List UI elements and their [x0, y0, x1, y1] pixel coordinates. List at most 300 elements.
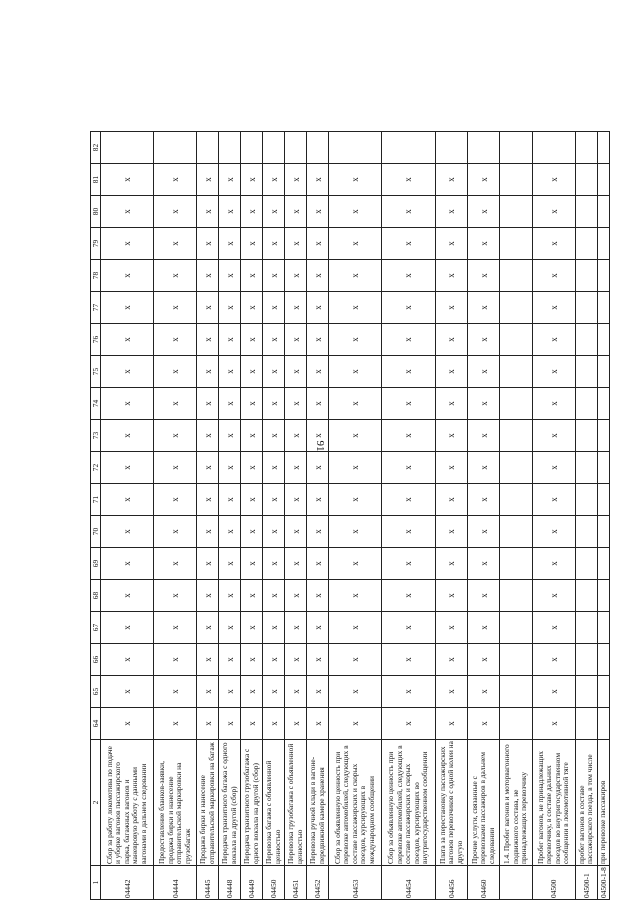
- row-name: Перевозка ручной клади в вагоне-передвижной камере хранения: [307, 740, 329, 866]
- mark-cell: x: [435, 516, 467, 548]
- mark-cell: x: [467, 580, 499, 612]
- mark-cell: x: [382, 516, 435, 548]
- mark-cell: x: [263, 548, 285, 580]
- mark-cell: x: [154, 292, 197, 324]
- mark-cell: x: [307, 548, 329, 580]
- mark-cell: x: [154, 196, 197, 228]
- mark-cell: [575, 228, 597, 260]
- mark-cell: x: [532, 676, 575, 708]
- mark-cell: x: [435, 676, 467, 708]
- mark-cell: x: [241, 644, 263, 676]
- mark-cell: x: [285, 260, 307, 292]
- mark-cell: x: [532, 260, 575, 292]
- mark-cell: [307, 132, 329, 164]
- mark-cell: x: [263, 580, 285, 612]
- mark-cell: [500, 452, 532, 484]
- mark-cell: x: [101, 164, 154, 196]
- mark-cell: x: [435, 580, 467, 612]
- header-cell: 81: [91, 164, 101, 196]
- mark-cell: x: [532, 324, 575, 356]
- mark-cell: x: [329, 260, 382, 292]
- mark-cell: x: [532, 356, 575, 388]
- mark-cell: x: [197, 484, 219, 516]
- mark-cell: x: [285, 644, 307, 676]
- mark-cell: x: [329, 420, 382, 452]
- mark-cell: x: [241, 164, 263, 196]
- mark-cell: x: [467, 484, 499, 516]
- mark-cell: [500, 484, 532, 516]
- mark-cell: x: [382, 228, 435, 260]
- mark-cell: x: [435, 356, 467, 388]
- mark-cell: x: [101, 484, 154, 516]
- mark-cell: x: [307, 612, 329, 644]
- mark-cell: x: [382, 324, 435, 356]
- mark-cell: x: [532, 612, 575, 644]
- mark-cell: x: [307, 196, 329, 228]
- mark-cell: x: [285, 676, 307, 708]
- row-code: 04460: [467, 866, 499, 900]
- table-row: [329, 132, 382, 900]
- mark-cell: [154, 132, 197, 164]
- mark-cell: x: [285, 324, 307, 356]
- header-row: [91, 132, 101, 900]
- mark-cell: x: [467, 644, 499, 676]
- mark-cell: x: [263, 356, 285, 388]
- mark-cell: x: [101, 644, 154, 676]
- mark-cell: x: [382, 548, 435, 580]
- mark-cell: x: [219, 676, 241, 708]
- mark-cell: x: [197, 388, 219, 420]
- mark-cell: x: [219, 196, 241, 228]
- mark-cell: x: [241, 196, 263, 228]
- mark-cell: x: [435, 292, 467, 324]
- mark-cell: x: [435, 324, 467, 356]
- mark-cell: [575, 644, 597, 676]
- mark-cell: [597, 420, 609, 452]
- mark-cell: [467, 132, 499, 164]
- mark-cell: x: [307, 324, 329, 356]
- row-name: Перевозка грузобагажа с объявленной ценностью: [285, 740, 307, 866]
- table-row: [101, 132, 154, 900]
- mark-cell: x: [532, 580, 575, 612]
- mark-cell: x: [532, 644, 575, 676]
- row-name: Передача транзитного багажа с одного вокзала на другой (сбор): [219, 740, 241, 866]
- mark-cell: [597, 164, 609, 196]
- row-name: Сбор за объявленную ценность при перевозке автомобилей, следующих в составе пассажирских и скорых поездов, курсирующих в международном сообщении: [329, 740, 382, 866]
- mark-cell: x: [307, 260, 329, 292]
- mark-cell: x: [435, 420, 467, 452]
- header-cell: 76: [91, 324, 101, 356]
- mark-cell: x: [263, 388, 285, 420]
- mark-cell: [597, 676, 609, 708]
- mark-cell: x: [263, 612, 285, 644]
- mark-cell: x: [435, 484, 467, 516]
- table-row: [241, 132, 263, 900]
- mark-cell: x: [154, 356, 197, 388]
- table-row: [307, 132, 329, 900]
- mark-cell: x: [285, 164, 307, 196]
- mark-cell: x: [197, 292, 219, 324]
- mark-cell: x: [154, 164, 197, 196]
- table-row: [154, 132, 197, 900]
- mark-cell: x: [219, 420, 241, 452]
- mark-cell: x: [263, 228, 285, 260]
- mark-cell: x: [241, 516, 263, 548]
- mark-cell: x: [435, 260, 467, 292]
- row-code: 04444: [154, 866, 197, 900]
- mark-cell: x: [219, 580, 241, 612]
- row-name: Пробег вагонов, не принадлежащих перевозчику, в составе дальних поездов во внутригосударственном сообщении в локомотивной тяге: [532, 740, 575, 866]
- mark-cell: [597, 580, 609, 612]
- header-cell: 65: [91, 676, 101, 708]
- mark-cell: [575, 676, 597, 708]
- mark-cell: x: [154, 548, 197, 580]
- row-name: Плата за перестановку пассажирских вагонов перевозчиков с одной колеи на другую: [435, 740, 467, 866]
- mark-cell: x: [329, 484, 382, 516]
- mark-cell: x: [285, 580, 307, 612]
- mark-cell: x: [197, 228, 219, 260]
- mark-cell: x: [219, 516, 241, 548]
- mark-cell: x: [219, 644, 241, 676]
- mark-cell: x: [307, 580, 329, 612]
- mark-cell: [597, 516, 609, 548]
- mark-cell: [500, 132, 532, 164]
- mark-cell: x: [532, 292, 575, 324]
- mark-cell: x: [467, 196, 499, 228]
- mark-cell: x: [467, 708, 499, 740]
- mark-cell: x: [101, 196, 154, 228]
- mark-cell: x: [197, 420, 219, 452]
- mark-cell: [597, 612, 609, 644]
- mark-cell: x: [219, 228, 241, 260]
- mark-cell: [500, 644, 532, 676]
- mark-cell: x: [154, 452, 197, 484]
- page-number: 91: [314, 440, 326, 452]
- table-row: [285, 132, 307, 900]
- mark-cell: x: [532, 388, 575, 420]
- mark-cell: x: [197, 708, 219, 740]
- mark-cell: x: [285, 484, 307, 516]
- header-cell: 78: [91, 260, 101, 292]
- mark-cell: x: [329, 324, 382, 356]
- mark-cell: [263, 132, 285, 164]
- mark-cell: x: [329, 388, 382, 420]
- mark-cell: x: [307, 420, 329, 452]
- mark-cell: x: [241, 228, 263, 260]
- mark-cell: x: [219, 388, 241, 420]
- mark-cell: [575, 612, 597, 644]
- header-cell: 64: [91, 708, 101, 740]
- row-name: Продажа бирки и нанесение отправительской маркировки на багаж: [197, 740, 219, 866]
- mark-cell: x: [285, 196, 307, 228]
- mark-cell: x: [219, 548, 241, 580]
- header-cell: 73: [91, 420, 101, 452]
- mark-cell: x: [435, 548, 467, 580]
- row-code: 04500-1-8: [598, 867, 608, 898]
- row-code: 04449: [241, 866, 263, 900]
- mark-cell: [500, 420, 532, 452]
- mark-cell: x: [329, 452, 382, 484]
- mark-cell: x: [219, 484, 241, 516]
- header-cell: 77: [91, 292, 101, 324]
- table-row: [263, 132, 285, 900]
- header-cell: 75: [91, 356, 101, 388]
- mark-cell: [329, 132, 382, 164]
- mark-cell: [500, 292, 532, 324]
- mark-cell: x: [307, 708, 329, 740]
- mark-cell: x: [382, 356, 435, 388]
- mark-cell: x: [101, 388, 154, 420]
- mark-cell: [597, 644, 609, 676]
- mark-cell: x: [101, 420, 154, 452]
- mark-cell: x: [307, 292, 329, 324]
- mark-cell: [500, 164, 532, 196]
- mark-cell: x: [435, 164, 467, 196]
- mark-cell: x: [285, 356, 307, 388]
- tariff-table-rotated: [90, 143, 610, 900]
- mark-cell: [597, 324, 609, 356]
- row-name: Сбор за объявленную ценность при перевозке автомобилей, следующих в составе пассажирских и скорых поездов, курсирующих во внутригосударственном сообщении: [382, 740, 435, 866]
- mark-cell: x: [101, 356, 154, 388]
- mark-cell: x: [382, 644, 435, 676]
- mark-cell: x: [263, 708, 285, 740]
- row-name: Передача транзитного грузобагажа с одного вокзала на другой (сбор): [241, 740, 263, 866]
- mark-cell: x: [241, 548, 263, 580]
- mark-cell: x: [285, 548, 307, 580]
- mark-cell: x: [241, 292, 263, 324]
- mark-cell: [575, 164, 597, 196]
- mark-cell: x: [307, 164, 329, 196]
- mark-cell: [532, 132, 575, 164]
- mark-cell: x: [307, 452, 329, 484]
- mark-cell: x: [101, 708, 154, 740]
- mark-cell: x: [101, 676, 154, 708]
- row-name: Перевозка багажа с объявленной ценностью: [263, 740, 285, 866]
- mark-cell: x: [307, 516, 329, 548]
- mark-cell: x: [382, 452, 435, 484]
- mark-cell: [575, 260, 597, 292]
- mark-cell: x: [307, 228, 329, 260]
- mark-cell: x: [219, 612, 241, 644]
- mark-cell: x: [532, 548, 575, 580]
- mark-cell: x: [467, 164, 499, 196]
- mark-cell: x: [101, 260, 154, 292]
- table-row: [435, 132, 467, 900]
- mark-cell: x: [307, 676, 329, 708]
- mark-cell: x: [154, 516, 197, 548]
- mark-cell: [575, 516, 597, 548]
- mark-cell: x: [435, 452, 467, 484]
- mark-cell: x: [197, 612, 219, 644]
- mark-cell: x: [219, 260, 241, 292]
- mark-cell: [597, 228, 609, 260]
- mark-cell: x: [532, 420, 575, 452]
- mark-cell: x: [435, 644, 467, 676]
- mark-cell: x: [382, 164, 435, 196]
- mark-cell: x: [101, 612, 154, 644]
- mark-cell: [597, 356, 609, 388]
- mark-cell: x: [307, 388, 329, 420]
- mark-cell: x: [329, 196, 382, 228]
- mark-cell: x: [197, 260, 219, 292]
- mark-cell: x: [241, 356, 263, 388]
- mark-cell: x: [263, 292, 285, 324]
- mark-cell: x: [154, 644, 197, 676]
- mark-cell: [500, 612, 532, 644]
- mark-cell: x: [382, 420, 435, 452]
- mark-cell: x: [435, 612, 467, 644]
- mark-cell: x: [467, 612, 499, 644]
- mark-cell: x: [307, 484, 329, 516]
- header-cell: 74: [91, 388, 101, 420]
- mark-cell: x: [197, 356, 219, 388]
- mark-cell: x: [532, 164, 575, 196]
- mark-cell: x: [382, 580, 435, 612]
- mark-cell: x: [197, 676, 219, 708]
- mark-cell: x: [101, 228, 154, 260]
- table-row: [532, 132, 575, 900]
- mark-cell: x: [329, 580, 382, 612]
- mark-cell: x: [241, 260, 263, 292]
- mark-cell: x: [382, 292, 435, 324]
- mark-cell: [219, 132, 241, 164]
- mark-cell: x: [467, 260, 499, 292]
- row-code: 04452: [307, 866, 329, 900]
- mark-cell: [435, 132, 467, 164]
- mark-cell: x: [467, 388, 499, 420]
- mark-cell: x: [154, 228, 197, 260]
- mark-cell: x: [285, 292, 307, 324]
- row-name: 1.4. Пробег вагонов и моторвагонного подвижного состава, не принадлежащих перевозчику: [500, 740, 532, 866]
- mark-cell: x: [154, 260, 197, 292]
- mark-cell: [197, 132, 219, 164]
- mark-cell: x: [263, 164, 285, 196]
- mark-cell: x: [219, 324, 241, 356]
- mark-cell: x: [329, 548, 382, 580]
- mark-cell: [597, 292, 609, 324]
- mark-cell: [597, 708, 609, 740]
- header-cell: 69: [91, 548, 101, 580]
- table-row: [500, 132, 532, 900]
- row-code: 04500: [532, 866, 575, 900]
- mark-cell: x: [197, 452, 219, 484]
- mark-cell: [597, 132, 609, 164]
- mark-cell: x: [241, 484, 263, 516]
- mark-cell: x: [285, 452, 307, 484]
- table-row: [597, 132, 609, 900]
- mark-cell: [500, 580, 532, 612]
- mark-cell: x: [285, 708, 307, 740]
- row-code: 04456: [435, 866, 467, 900]
- mark-cell: [575, 548, 597, 580]
- table-row: [197, 132, 219, 900]
- mark-cell: x: [329, 612, 382, 644]
- mark-cell: x: [382, 484, 435, 516]
- mark-cell: x: [467, 516, 499, 548]
- mark-cell: x: [241, 388, 263, 420]
- mark-cell: x: [329, 644, 382, 676]
- mark-cell: x: [285, 420, 307, 452]
- mark-cell: x: [467, 324, 499, 356]
- mark-cell: x: [382, 388, 435, 420]
- mark-cell: x: [197, 324, 219, 356]
- mark-cell: x: [197, 516, 219, 548]
- row-code: 04442: [101, 866, 154, 900]
- mark-cell: [500, 228, 532, 260]
- mark-cell: x: [101, 548, 154, 580]
- mark-cell: x: [101, 324, 154, 356]
- header-cell: 71: [91, 484, 101, 516]
- mark-cell: [500, 676, 532, 708]
- row-code: [500, 866, 532, 900]
- mark-cell: [575, 324, 597, 356]
- row-code: 04450: [263, 866, 285, 900]
- mark-cell: x: [285, 612, 307, 644]
- mark-cell: x: [532, 452, 575, 484]
- mark-cell: x: [307, 644, 329, 676]
- mark-cell: [500, 516, 532, 548]
- mark-cell: x: [532, 196, 575, 228]
- header-cell: 2: [91, 740, 101, 866]
- table-row: [575, 132, 597, 900]
- mark-cell: x: [263, 420, 285, 452]
- mark-cell: x: [197, 580, 219, 612]
- mark-cell: [597, 196, 609, 228]
- mark-cell: [597, 484, 609, 516]
- header-cell: 70: [91, 516, 101, 548]
- row-code: 04451: [285, 866, 307, 900]
- row-code: 04445: [197, 866, 219, 900]
- mark-cell: [500, 388, 532, 420]
- mark-cell: [575, 580, 597, 612]
- mark-cell: x: [101, 292, 154, 324]
- mark-cell: x: [101, 452, 154, 484]
- mark-cell: x: [263, 260, 285, 292]
- mark-cell: [500, 356, 532, 388]
- mark-cell: x: [467, 548, 499, 580]
- mark-cell: x: [219, 452, 241, 484]
- mark-cell: [500, 708, 532, 740]
- mark-cell: [285, 132, 307, 164]
- row-code: 04500-1: [575, 866, 597, 900]
- row-name: Прочие услуги, связанные с перевозками пассажиров в дальнем следовании: [467, 740, 499, 866]
- mark-cell: x: [197, 164, 219, 196]
- mark-cell: x: [219, 708, 241, 740]
- mark-cell: [575, 292, 597, 324]
- mark-cell: x: [467, 292, 499, 324]
- mark-cell: x: [219, 356, 241, 388]
- table-row: [467, 132, 499, 900]
- mark-cell: [382, 132, 435, 164]
- mark-cell: x: [241, 452, 263, 484]
- mark-cell: x: [329, 708, 382, 740]
- mark-cell: x: [435, 196, 467, 228]
- mark-cell: x: [382, 676, 435, 708]
- mark-cell: [597, 388, 609, 420]
- row-code: 04453: [329, 866, 382, 900]
- mark-cell: x: [467, 356, 499, 388]
- mark-cell: x: [241, 324, 263, 356]
- header-cell: 66: [91, 644, 101, 676]
- mark-cell: x: [329, 356, 382, 388]
- mark-cell: [575, 708, 597, 740]
- mark-cell: [575, 420, 597, 452]
- mark-cell: [575, 196, 597, 228]
- mark-cell: [500, 196, 532, 228]
- mark-cell: [500, 324, 532, 356]
- header-cell: 68: [91, 580, 101, 612]
- mark-cell: [597, 260, 609, 292]
